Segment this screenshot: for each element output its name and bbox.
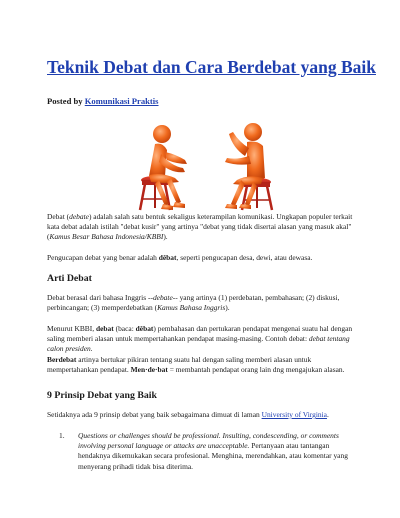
- paragraph-berdebat: Berdebat artinya bertukar pikiran tentang suatu hal dengan saling memberi alasan untuk mempertahankan pendapat. Men·de·bat = membantah pendapat orang lain dng mengajukan alasan.: [47, 355, 345, 375]
- paragraph-kbbi: Menurut KBBI, debat (baca: dĕbat) pembahasan dan pertukaran pendapat mengenai suatu hal dengan saling memberi alasan untuk mempertahankan pendapat masing-masing. Contoh debat: debat tentang calon presiden.: [47, 324, 353, 354]
- paragraph-setidaknya: Setidaknya ada 9 prinsip debat yang baik sebagaimana dimuat di laman University of Virginia.: [47, 410, 329, 419]
- paragraph-asal-kata: Debat berasal dari bahasa Inggris --debate-- yang artinya (1) perdebatan, pembahasan; (2) diskusi, perbincangan; (3) memperdebatkan (Kamus Bahasa Inggris).: [47, 293, 340, 313]
- heading-arti-debat: Arti Debat: [47, 273, 92, 284]
- paragraph-intro: Debat (debate) adalah salah satu bentuk sekaligus keterampilan komunikasi. Ungkapan populer terkait kata debat adalah istilah "debat kusir" yang artinya "debat yang tidak disertai alasan yang masuk akal" (Kamus Besar Bahasa Indonesia/KBBI).: [47, 212, 353, 242]
- university-link[interactable]: University of Virginia: [261, 410, 327, 419]
- debate-illustration: [129, 120, 283, 212]
- author-link[interactable]: Komunikasi Praktis: [84, 96, 159, 106]
- list-number: 1.: [59, 431, 65, 440]
- article-title[interactable]: Teknik Debat dan Cara Berdebat yang Baik: [47, 57, 376, 77]
- posted-by: [47, 96, 159, 107]
- posted-prefix: Posted by: [47, 96, 85, 106]
- list-item-text: Questions or challenges should be professional. Insulting, condescending, or comments involving personal language or attacks are unacceptable. Pertanyaan atau tantangan hendaknya dikemukakan secara profesional. Menghina, merendahkan, atau komentar yang menyerang prihadi tidak bisa diterima.: [78, 431, 348, 471]
- paragraph-pengucapan: Pengucapan debat yang benar adalah dĕbat, seperti pengucapan desa, dewi, atau dewasa.: [47, 253, 313, 262]
- heading-9-prinsip: 9 Prinsip Debat yang Baik: [47, 390, 157, 401]
